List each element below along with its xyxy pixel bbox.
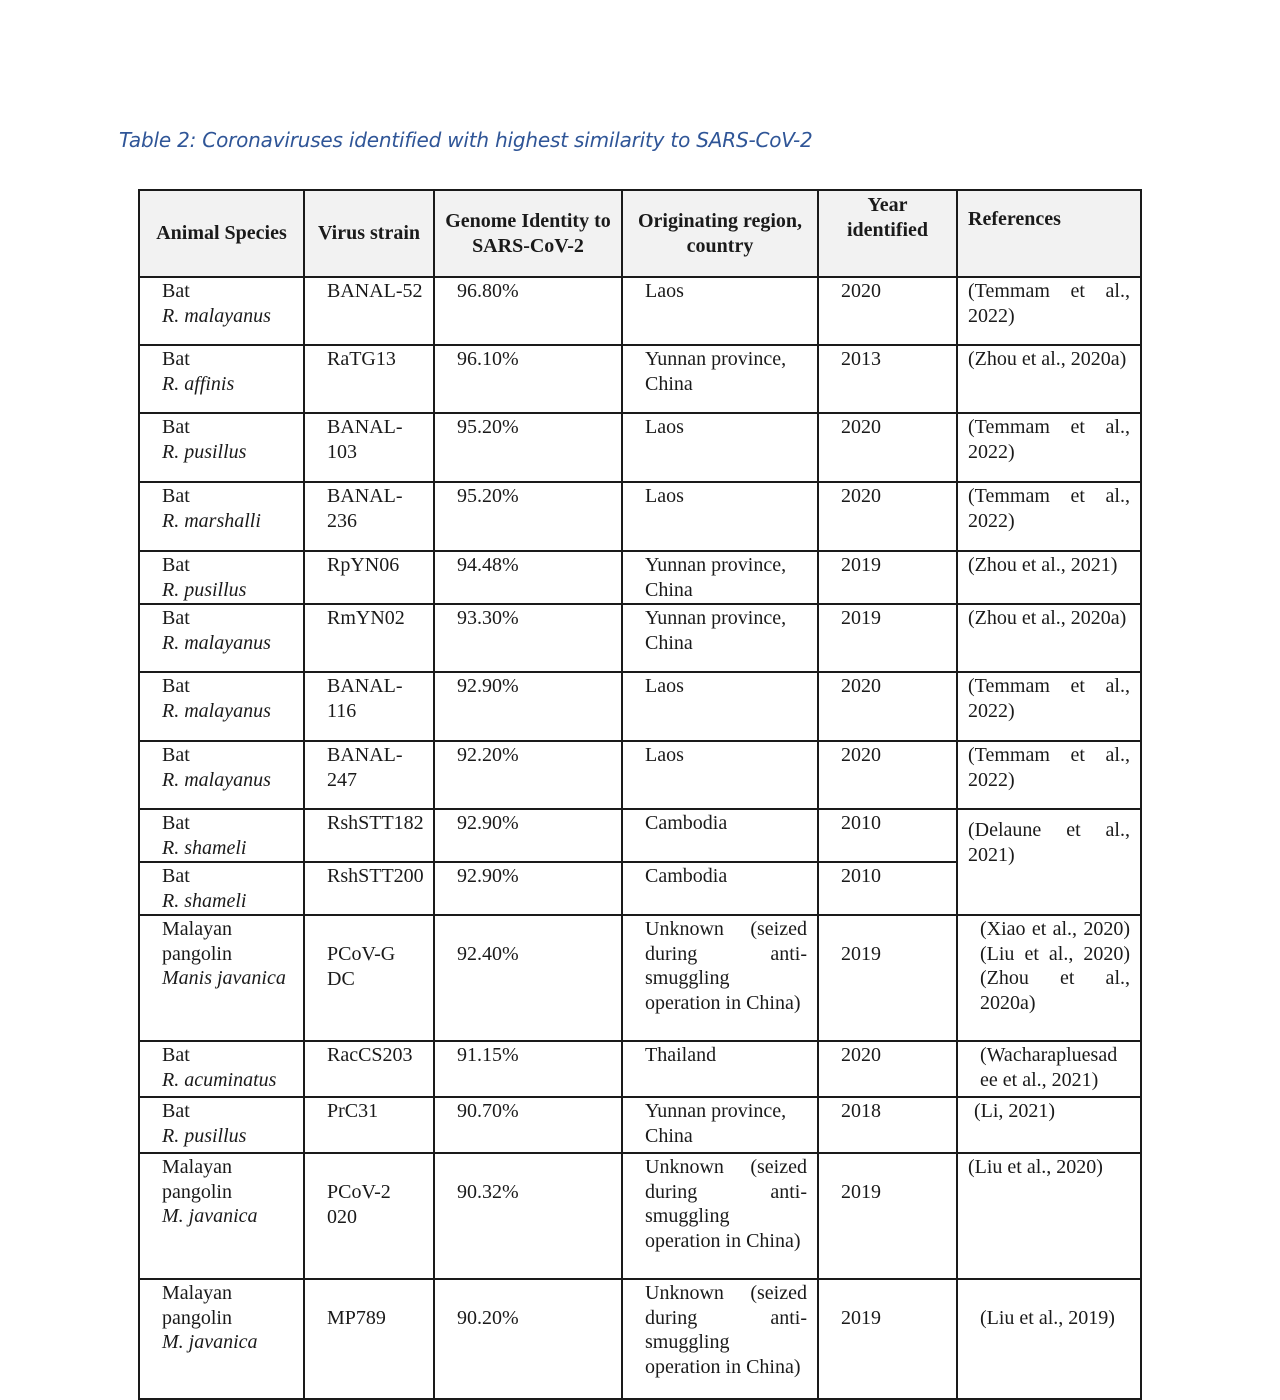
strain-cell: BANAL-103 bbox=[304, 413, 434, 482]
animal-cell bbox=[139, 672, 304, 741]
animal-cell bbox=[139, 551, 304, 604]
reference-cell: (Xiao et al., 2020) (Liu et al., 2020) (Zhou et al., 2020a) bbox=[957, 915, 1141, 1041]
year-cell: 2020 bbox=[818, 1041, 957, 1097]
animal-name: Bat bbox=[162, 280, 190, 302]
reference-cell: (Delaune et al., 2021) bbox=[957, 809, 1141, 915]
origin-cell: Laos bbox=[622, 482, 818, 551]
animal-name: Malayan pangolin bbox=[162, 918, 232, 965]
strain-cell: RpYN06 bbox=[304, 551, 434, 604]
species-name: M. javanica bbox=[162, 1205, 258, 1227]
table-row bbox=[139, 1279, 1141, 1399]
strain-cell: PrC31 bbox=[304, 1097, 434, 1153]
species-name: R. affinis bbox=[162, 372, 235, 395]
table-row bbox=[139, 345, 1141, 413]
origin-cell: Cambodia bbox=[622, 862, 818, 915]
reference-cell: (Temmam et al., 2022) bbox=[957, 672, 1141, 741]
identity-cell: 95.20% bbox=[434, 413, 622, 482]
table-row bbox=[139, 413, 1141, 482]
identity-cell: 92.20% bbox=[434, 741, 622, 809]
year-cell: 2019 bbox=[818, 604, 957, 672]
year-cell: 2020 bbox=[818, 277, 957, 345]
identity-cell: 90.20% bbox=[434, 1279, 622, 1399]
identity-cell: 92.40% bbox=[434, 915, 622, 1041]
table-row bbox=[139, 604, 1141, 672]
identity-cell: 90.32% bbox=[434, 1153, 622, 1279]
animal-name: Bat bbox=[162, 1044, 190, 1066]
reference-cell: (Liu et al., 2019) bbox=[957, 1279, 1141, 1399]
species-name: R. pusillus bbox=[162, 578, 247, 601]
animal-name: Bat bbox=[162, 675, 190, 697]
header-virus-strain: Virus strain bbox=[304, 190, 434, 277]
origin-cell: Unknown (seized during anti-smuggling operation in China) bbox=[622, 915, 818, 1041]
origin-cell: Laos bbox=[622, 413, 818, 482]
year-cell: 2010 bbox=[818, 862, 957, 915]
origin-cell: Yunnan province, China bbox=[622, 345, 818, 413]
species-name: R. malayanus bbox=[162, 699, 271, 722]
species-name: R. shameli bbox=[162, 836, 247, 859]
animal-cell bbox=[139, 1097, 304, 1153]
year-cell: 2010 bbox=[818, 809, 957, 862]
species-name: Manis javanica bbox=[162, 967, 286, 989]
table-row bbox=[139, 551, 1141, 604]
table-row bbox=[139, 672, 1141, 741]
header-animal-species: Animal Species bbox=[139, 190, 304, 277]
animal-name: Bat bbox=[162, 865, 190, 887]
strain-cell bbox=[304, 915, 434, 1041]
year-cell: 2019 bbox=[818, 551, 957, 604]
year-cell: 2018 bbox=[818, 1097, 957, 1153]
reference-cell bbox=[957, 1041, 1141, 1097]
strain-text: PCoV-2020 bbox=[327, 1181, 391, 1228]
reference-cell: (Zhou et al., 2021) bbox=[957, 551, 1141, 604]
animal-name: Malayan pangolin bbox=[162, 1282, 232, 1329]
animal-name: Bat bbox=[162, 348, 190, 370]
table-caption: Table 2: Coronaviruses identified with highest similarity to SARS-CoV-2 bbox=[119, 128, 813, 152]
origin-cell: Unknown (seized during anti-smuggling operation in China) bbox=[622, 1279, 818, 1399]
animal-name: Bat bbox=[162, 607, 190, 629]
animal-name: Bat bbox=[162, 744, 190, 766]
table-row bbox=[139, 1097, 1141, 1153]
animal-cell bbox=[139, 413, 304, 482]
origin-cell: Yunnan province, China bbox=[622, 604, 818, 672]
strain-cell: RacCS203 bbox=[304, 1041, 434, 1097]
strain-cell: BANAL-247 bbox=[304, 741, 434, 809]
table-row bbox=[139, 482, 1141, 551]
table-row bbox=[139, 1153, 1141, 1279]
animal-cell bbox=[139, 741, 304, 809]
identity-cell: 96.80% bbox=[434, 277, 622, 345]
reference-cell: (Li, 2021) bbox=[957, 1097, 1141, 1153]
identity-cell: 95.20% bbox=[434, 482, 622, 551]
animal-cell bbox=[139, 862, 304, 915]
animal-name: Bat bbox=[162, 485, 190, 507]
origin-cell: Unknown (seized during anti-smuggling operation in China) bbox=[622, 1153, 818, 1279]
strain-cell: BANAL-116 bbox=[304, 672, 434, 741]
reference-cell: (Temmam et al., 2022) bbox=[957, 482, 1141, 551]
strain-cell: BANAL-236 bbox=[304, 482, 434, 551]
species-name: R. marshalli bbox=[162, 509, 261, 532]
species-name: R. malayanus bbox=[162, 768, 271, 791]
origin-cell: Cambodia bbox=[622, 809, 818, 862]
year-cell: 2019 bbox=[818, 1279, 957, 1399]
identity-cell: 96.10% bbox=[434, 345, 622, 413]
species-name: R. acuminatus bbox=[162, 1068, 277, 1091]
animal-cell bbox=[139, 1041, 304, 1097]
identity-cell: 92.90% bbox=[434, 862, 622, 915]
origin-cell: Laos bbox=[622, 672, 818, 741]
table-row bbox=[139, 277, 1141, 345]
strain-cell: RmYN02 bbox=[304, 604, 434, 672]
animal-name: Bat bbox=[162, 812, 190, 834]
animal-name: Bat bbox=[162, 416, 190, 438]
reference-text: (Wacharapluesadee et al., 2021) bbox=[980, 1044, 1118, 1091]
strain-cell: MP789 bbox=[304, 1279, 434, 1399]
year-cell: 2020 bbox=[818, 672, 957, 741]
table-row bbox=[139, 915, 1141, 1041]
species-name: M. javanica bbox=[162, 1331, 258, 1353]
coronavirus-table bbox=[138, 189, 1142, 1400]
strain-cell: RshSTT200 bbox=[304, 862, 434, 915]
animal-cell bbox=[139, 482, 304, 551]
identity-cell: 90.70% bbox=[434, 1097, 622, 1153]
reference-cell: (Liu et al., 2020) bbox=[957, 1153, 1141, 1279]
animal-cell bbox=[139, 604, 304, 672]
strain-cell: RaTG13 bbox=[304, 345, 434, 413]
year-cell: 2020 bbox=[818, 741, 957, 809]
year-cell: 2013 bbox=[818, 345, 957, 413]
origin-cell: Yunnan province, China bbox=[622, 1097, 818, 1153]
animal-cell bbox=[139, 345, 304, 413]
species-name: R. pusillus bbox=[162, 440, 247, 463]
strain-text: PCoV-GDC bbox=[327, 943, 396, 990]
reference-cell: (Zhou et al., 2020a) bbox=[957, 604, 1141, 672]
strain-cell: BANAL-52 bbox=[304, 277, 434, 345]
reference-cell: (Zhou et al., 2020a) bbox=[957, 345, 1141, 413]
year-cell: 2019 bbox=[818, 915, 957, 1041]
origin-cell: Laos bbox=[622, 277, 818, 345]
reference-cell: (Temmam et al., 2022) bbox=[957, 277, 1141, 345]
animal-name: Malayan pangolin bbox=[162, 1156, 232, 1203]
year-cell: 2019 bbox=[818, 1153, 957, 1279]
identity-cell: 91.15% bbox=[434, 1041, 622, 1097]
animal-cell bbox=[139, 277, 304, 345]
table-row bbox=[139, 1041, 1141, 1097]
year-cell: 2020 bbox=[818, 413, 957, 482]
origin-cell: Laos bbox=[622, 741, 818, 809]
animal-cell bbox=[139, 915, 304, 1041]
identity-cell: 93.30% bbox=[434, 604, 622, 672]
species-name: R. shameli bbox=[162, 889, 247, 912]
header-origin: Originating region, country bbox=[622, 190, 818, 277]
animal-name: Bat bbox=[162, 554, 190, 576]
animal-cell bbox=[139, 1279, 304, 1399]
header-references: References bbox=[957, 190, 1141, 277]
animal-cell bbox=[139, 1153, 304, 1279]
species-name: R. malayanus bbox=[162, 304, 271, 327]
identity-cell: 92.90% bbox=[434, 809, 622, 862]
reference-cell: (Temmam et al., 2022) bbox=[957, 741, 1141, 809]
header-year: Year identified bbox=[818, 190, 957, 277]
identity-cell: 94.48% bbox=[434, 551, 622, 604]
year-cell: 2020 bbox=[818, 482, 957, 551]
table-row bbox=[139, 809, 1141, 862]
origin-cell: Yunnan province, China bbox=[622, 551, 818, 604]
identity-cell: 92.90% bbox=[434, 672, 622, 741]
header-genome-identity: Genome Identity to SARS-CoV-2 bbox=[434, 190, 622, 277]
table-row bbox=[139, 741, 1141, 809]
strain-cell: RshSTT182 bbox=[304, 809, 434, 862]
species-name: R. malayanus bbox=[162, 631, 271, 654]
table-header-row bbox=[139, 190, 1141, 277]
species-name: R. pusillus bbox=[162, 1124, 247, 1147]
strain-cell bbox=[304, 1153, 434, 1279]
reference-cell: (Temmam et al., 2022) bbox=[957, 413, 1141, 482]
animal-name: Bat bbox=[162, 1100, 190, 1122]
animal-cell bbox=[139, 809, 304, 862]
origin-cell: Thailand bbox=[622, 1041, 818, 1097]
